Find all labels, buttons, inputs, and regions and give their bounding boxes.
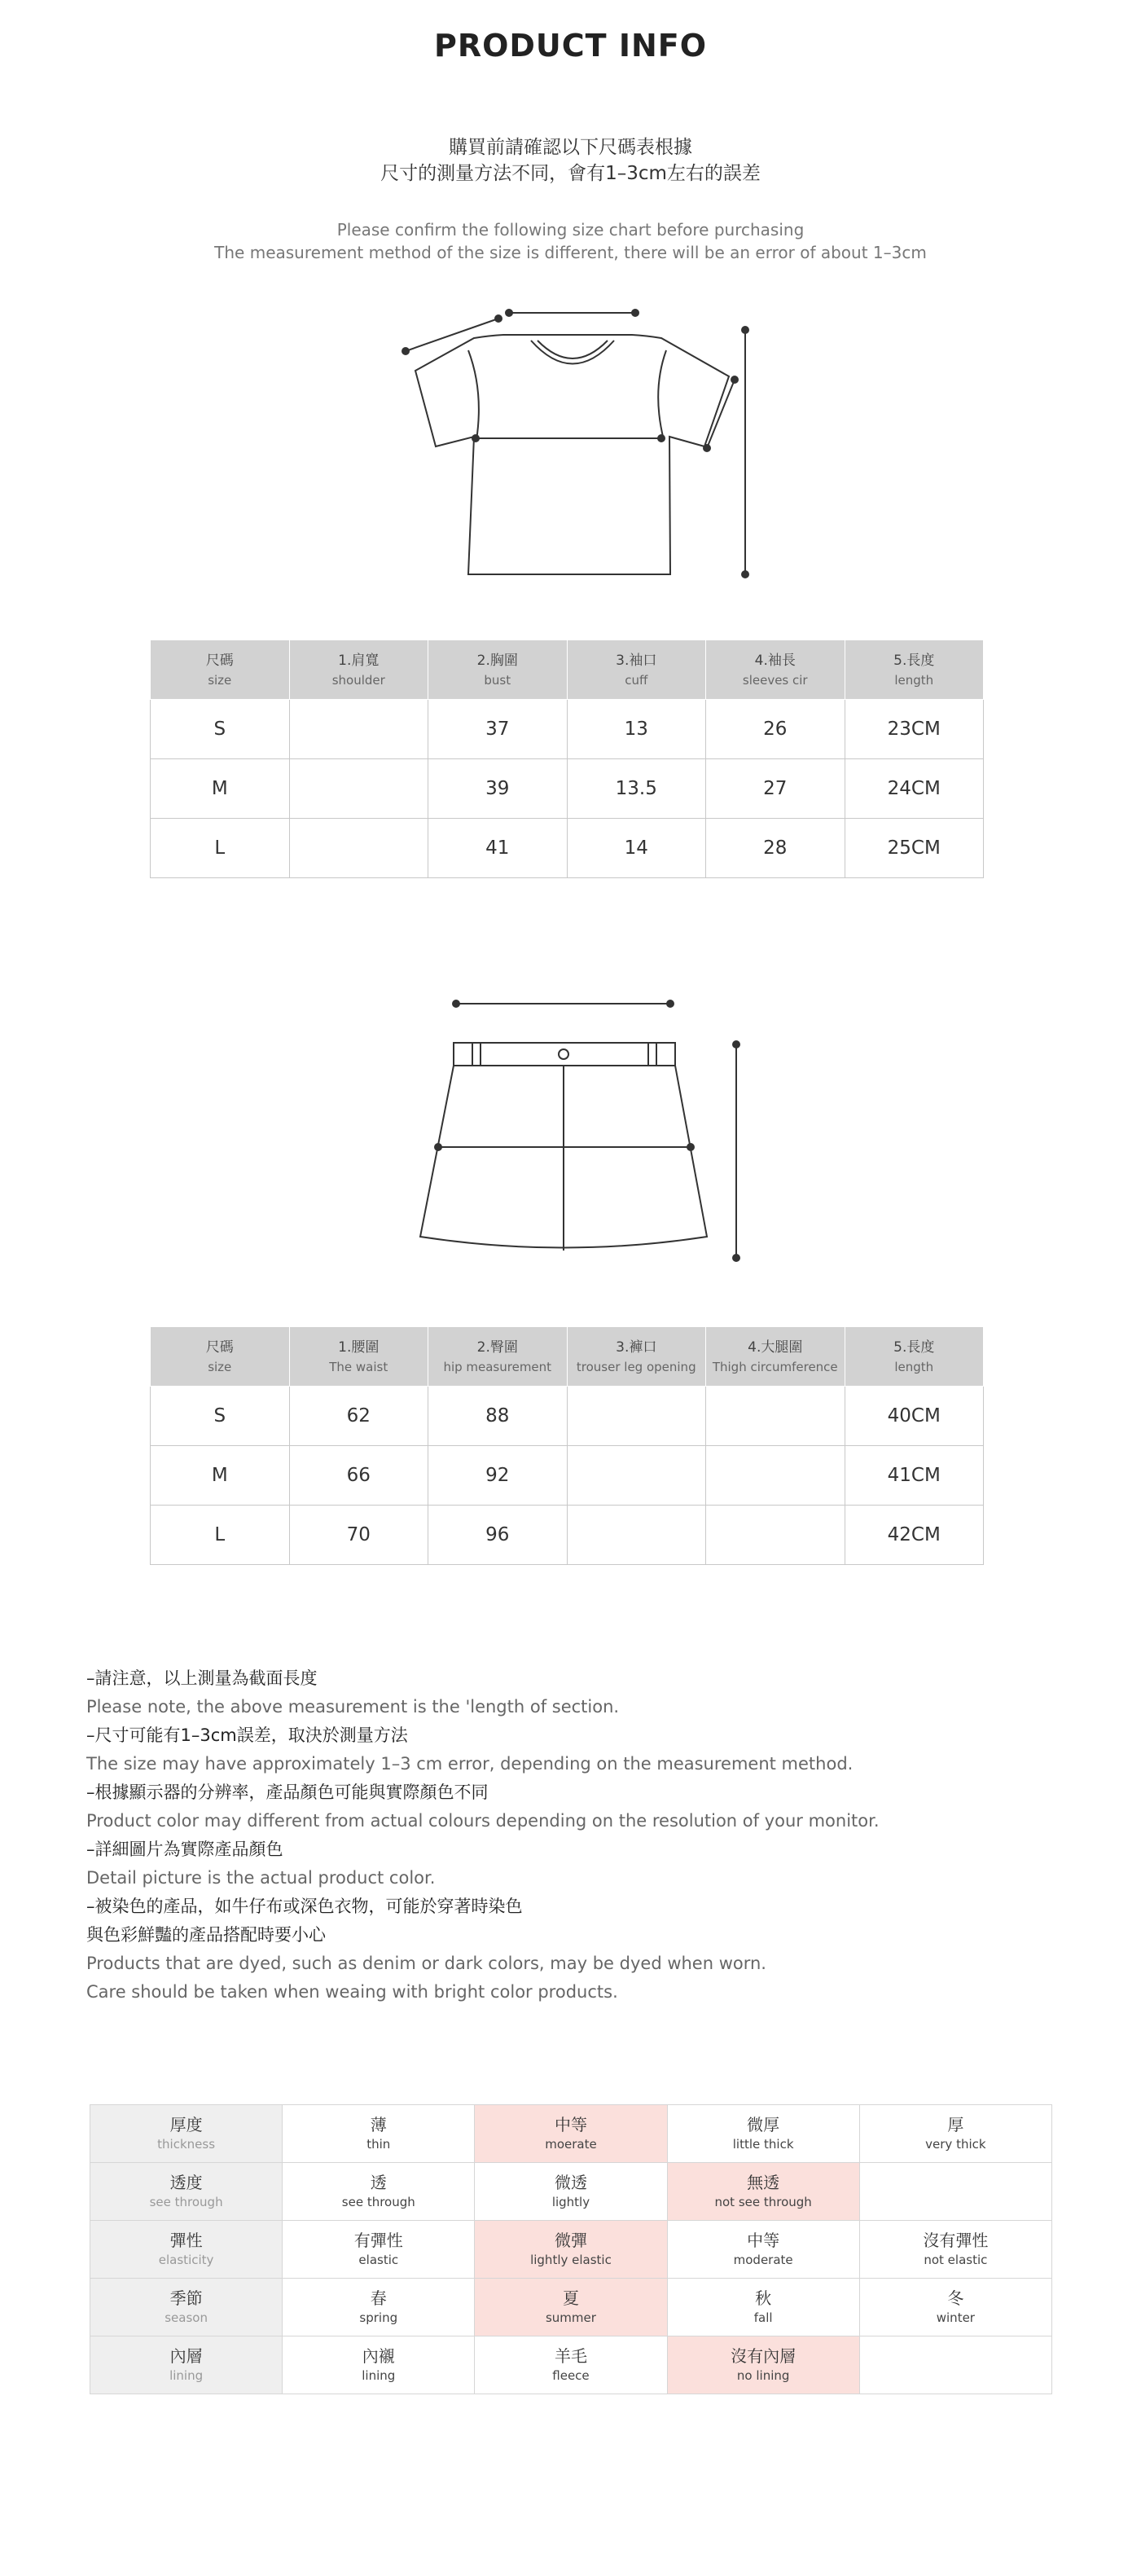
header-cell [706,1327,845,1387]
option-zh: 微彈 [554,2231,587,2250]
table-cell: 96 [428,1506,568,1565]
option-zh: 夏 [562,2288,579,2308]
header-cell [706,640,845,700]
intro-en-line: Please confirm the following size chart before purchasing [336,220,805,240]
option-en: fleece [552,2368,590,2383]
skirt-diagram [0,978,1141,1271]
header-zh: 1.肩寬 [338,653,380,669]
notes-section [86,1664,1064,2007]
option-en: not see through [714,2195,812,2209]
attribute-label-en: season [165,2310,208,2325]
intro-zh [0,134,1141,187]
table-cell [706,1446,845,1506]
option-zh: 無透 [747,2173,780,2192]
attribute-label-en: see through [149,2195,223,2209]
attribute-label-zh: 厚度 [169,2115,203,2134]
attribute-row [90,2163,1052,2221]
table-cell: S [151,1387,290,1446]
header-en: hip measurement [443,1360,552,1374]
table-cell: 13 [567,700,706,759]
attribute-label-cell [90,2221,283,2279]
header-en: length [894,673,934,688]
header-en: size [208,673,232,688]
table-cell: 14 [567,819,706,878]
header-zh: 尺碼 [205,1339,234,1356]
note-line: Please note, the above measurement is the 'length of section. [86,1697,620,1717]
table-cell: 37 [428,700,568,759]
table-cell [567,1506,706,1565]
table-cell: 24CM [845,759,984,819]
attribute-option-selected [475,2279,667,2336]
option-en: lightly [551,2195,590,2209]
header-en: Thigh circumference [712,1360,838,1374]
table-cell: 40CM [845,1387,984,1446]
option-zh: 透 [370,2173,387,2192]
table-cell: L [151,819,290,878]
attribute-option [475,2163,667,2221]
table-cell: 92 [428,1446,568,1506]
note-line: –尺寸可能有1–3cm誤差，取決於測量方法 [86,1725,408,1745]
attribute-label-cell [90,2279,283,2336]
option-en: no lining [736,2368,790,2383]
attribute-option [283,2336,475,2394]
table-cell [289,700,428,759]
header-cell [567,640,706,700]
attribute-option-selected [475,2221,667,2279]
attribute-row [90,2336,1052,2394]
option-zh: 中等 [554,2115,587,2134]
option-zh: 羊毛 [554,2346,587,2366]
page-title: PRODUCT INFO [433,28,708,64]
header-cell [845,640,984,700]
table-cell: 23CM [845,700,984,759]
attribute-option [283,2221,475,2279]
attribute-label-en: elasticity [158,2253,214,2267]
attribute-label-zh: 內層 [169,2346,203,2366]
header-zh: 2.胸圍 [476,653,518,669]
header-cell [428,640,568,700]
attribute-label-cell [90,2105,283,2163]
note-line: –請注意，以上測量為截面長度 [86,1668,318,1688]
attribute-row [90,2221,1052,2279]
attribute-label-en: lining [169,2368,204,2383]
attribute-option [859,2221,1051,2279]
intro-en [0,218,1141,264]
table-cell [289,819,428,878]
table-row [151,700,984,759]
option-en: elastic [358,2253,399,2267]
option-zh: 微厚 [747,2115,780,2134]
attribute-option [283,2279,475,2336]
table-cell: 41CM [845,1446,984,1506]
table-cell: 41 [428,819,568,878]
header-en: length [894,1360,934,1374]
header-cell [289,1327,428,1387]
table-cell [567,1446,706,1506]
table-cell: 42CM [845,1506,984,1565]
table-cell: 39 [428,759,568,819]
attribute-option [283,2163,475,2221]
attribute-label-zh: 季節 [169,2288,203,2308]
header-zh: 尺碼 [205,653,234,669]
option-en: very thick [925,2137,986,2152]
note-line: –被染色的產品，如牛仔布或深色衣物，可能於穿著時染色 [86,1897,523,1916]
attribute-row [90,2279,1052,2336]
fabric-attributes-table [90,2104,1052,2394]
table-cell: 28 [706,819,845,878]
top-size-table [150,640,984,878]
table-row [151,759,984,819]
table-cell [567,1387,706,1446]
header-cell [567,1327,706,1387]
option-zh: 冬 [947,2288,964,2308]
option-en: moderate [733,2253,793,2267]
header-cell [845,1327,984,1387]
header-en: trouser leg opening [576,1360,696,1374]
table-cell: 26 [706,700,845,759]
note-line: 與色彩鮮豔的產品搭配時要小心 [86,1925,326,1945]
bottom-size-table [150,1326,984,1565]
attribute-option [859,2105,1051,2163]
table-cell: S [151,700,290,759]
table-cell: M [151,759,290,819]
option-en: not elastic [924,2253,988,2267]
table-cell: 66 [289,1446,428,1506]
attribute-label-cell [90,2336,283,2394]
header-zh: 4.袖長 [754,653,796,669]
attribute-label-cell [90,2163,283,2221]
header-zh: 3.褲口 [616,1339,657,1356]
tshirt-diagram [0,301,1141,595]
note-line: Products that are dyed, such as denim or dark colors, may be dyed when worn. [86,1954,766,1973]
table-cell [706,1506,845,1565]
table-header-row [151,1327,984,1387]
option-en: spring [359,2310,398,2325]
table-cell: 88 [428,1387,568,1446]
attribute-label-en: thickness [157,2137,216,2152]
header-en: The waist [329,1360,388,1374]
option-en: lightly elastic [530,2253,612,2267]
option-zh: 內襯 [362,2346,395,2366]
note-line: –根據顯示器的分辨率，產品顏色可能與實際顏色不同 [86,1783,489,1802]
table-cell: 62 [289,1387,428,1446]
attribute-option [667,2105,859,2163]
note-line: –詳細圖片為實際產品顏色 [86,1840,283,1859]
option-en: moerate [545,2137,597,2152]
header-en: bust [484,673,511,688]
attribute-option-selected [667,2336,859,2394]
attribute-option [667,2221,859,2279]
attribute-row [90,2105,1052,2163]
table-cell [289,759,428,819]
option-zh: 厚 [947,2115,964,2134]
header-zh: 5.長度 [893,653,935,669]
table-cell [706,1387,845,1446]
header-cell [151,640,290,700]
table-row [151,819,984,878]
option-en: fall [753,2310,773,2325]
header-cell [289,640,428,700]
attribute-option [859,2336,1051,2394]
attribute-option [859,2279,1051,2336]
header-en: sleeves cir [742,673,808,688]
option-zh: 中等 [747,2231,780,2250]
option-zh: 有彈性 [353,2231,403,2250]
intro-zh-line: 尺寸的測量方法不同，會有1–3cm左右的誤差 [380,163,761,184]
table-cell: L [151,1506,290,1565]
header-zh: 3.袖口 [616,653,657,669]
note-line: Detail picture is the actual product color. [86,1868,436,1888]
note-line: Care should be taken when weaing with bright color products. [86,1982,618,2002]
attribute-option [667,2279,859,2336]
table-header-row [151,640,984,700]
table-row [151,1506,984,1565]
attribute-option-selected [475,2105,667,2163]
option-zh: 春 [370,2288,387,2308]
option-en: lining [362,2368,396,2383]
table-cell: 27 [706,759,845,819]
table-row [151,1387,984,1446]
note-line: Product color may different from actual colours depending on the resolution of your monitor. [86,1811,880,1831]
option-zh: 微透 [554,2173,587,2192]
attribute-option [859,2163,1051,2221]
option-en: summer [545,2310,596,2325]
attribute-label-zh: 透度 [169,2173,203,2192]
option-en: thin [366,2137,391,2152]
attribute-option [283,2105,475,2163]
header-zh: 1.腰圍 [338,1339,380,1356]
option-en: see through [341,2195,415,2209]
option-zh: 秋 [755,2288,772,2308]
option-en: little thick [732,2137,794,2152]
header-zh: 5.長度 [893,1339,935,1356]
header-cell [151,1327,290,1387]
attribute-label-zh: 彈性 [169,2231,203,2250]
table-cell: 13.5 [567,759,706,819]
option-zh: 薄 [370,2115,387,2134]
header-en: shoulder [331,673,385,688]
option-en: winter [936,2310,975,2325]
attribute-option-selected [667,2163,859,2221]
header-en: size [208,1360,232,1374]
intro-zh-line: 購買前請確認以下尺碼表根據 [449,137,692,158]
note-line: The size may have approximately 1–3 cm error, depending on the measurement method. [86,1754,854,1774]
table-cell: M [151,1446,290,1506]
table-cell: 70 [289,1506,428,1565]
intro-en-line: The measurement method of the size is different, there will be an error of about 1–3cm [214,243,927,262]
table-row [151,1446,984,1506]
option-zh: 沒有內層 [731,2346,797,2366]
option-zh: 沒有彈性 [923,2231,989,2250]
header-zh: 2.臀圍 [476,1339,518,1356]
attribute-option [475,2336,667,2394]
table-cell: 25CM [845,819,984,878]
header-en: cuff [625,673,648,688]
header-zh: 4.大腿圍 [748,1339,803,1356]
header-cell [428,1327,568,1387]
